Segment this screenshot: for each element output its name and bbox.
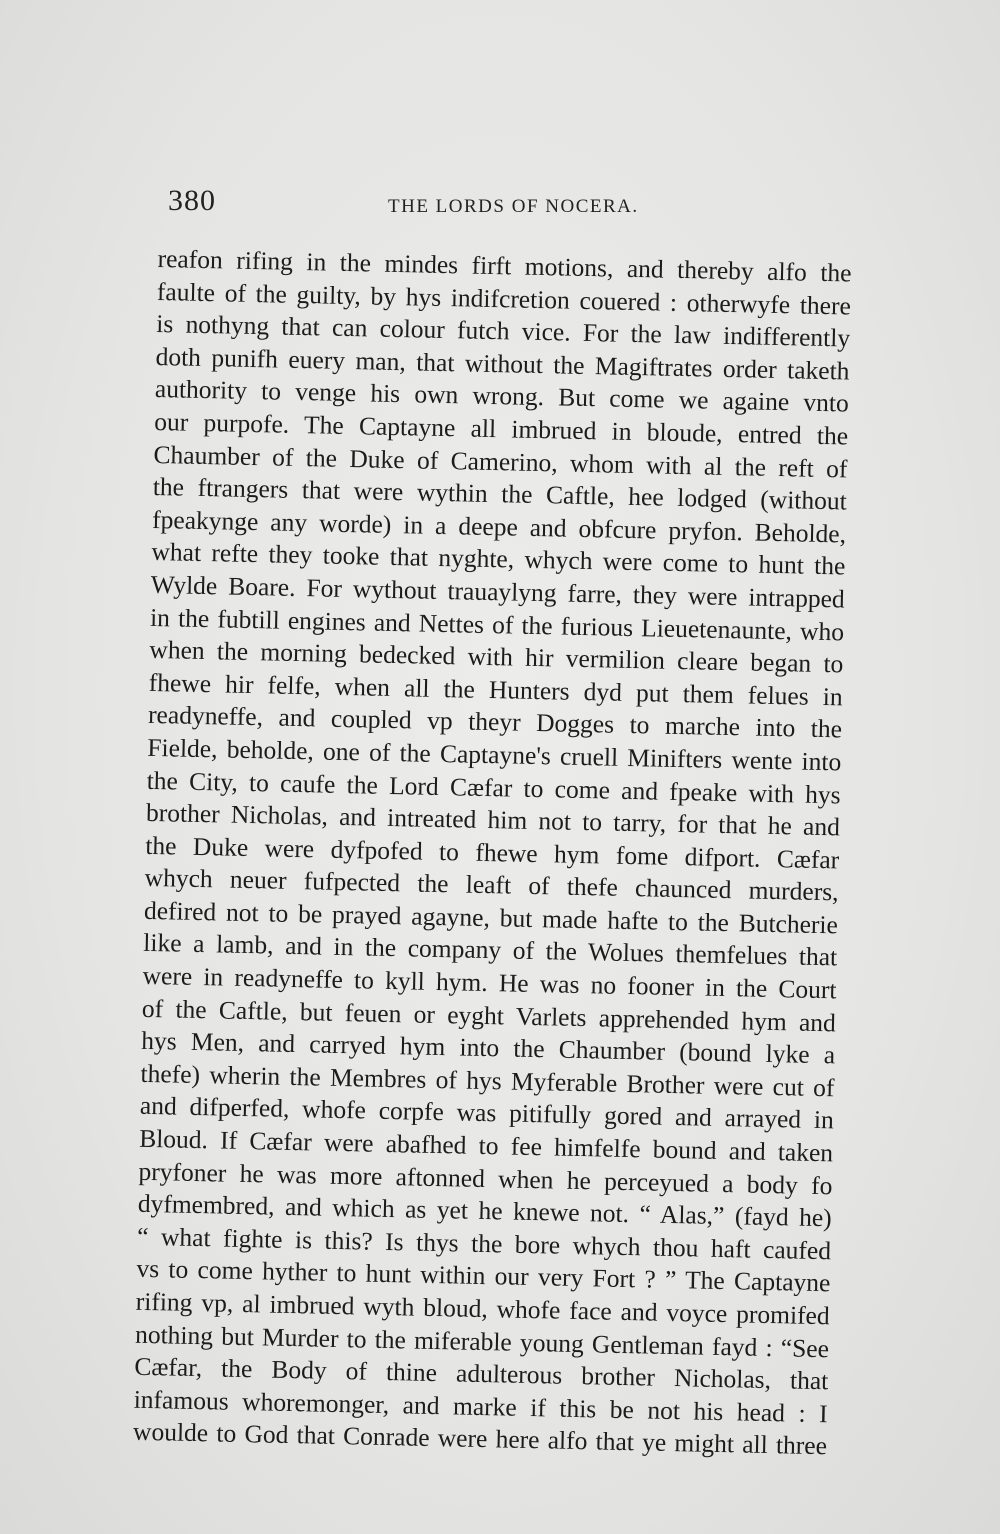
text-line: fpeakynge any worde) in a deepe and obfcure pryfon. Beholde, <box>151 504 847 549</box>
text-line: Chaumber of the Duke of Camerino, whom with al the reft of <box>153 439 848 484</box>
text-line: and difperfed, whofe corpfe was pitifully gored and arrayed in <box>139 1091 835 1135</box>
page-header <box>168 180 848 230</box>
page-number: 380 <box>168 184 216 217</box>
text-line: Cæfar, the Body of thine adulterous brother Nicholas, that <box>134 1351 829 1396</box>
text-line: were in readyneffe to kyll hym. He was no fooner in the Court <box>142 960 837 1005</box>
body-text <box>133 243 852 1463</box>
text-line: Bloud. If Cæfar were abafhed to fee himfelfe bound and taken <box>138 1123 834 1168</box>
text-line: our purpofe. The Captayne all imbrued in bloude, entred the <box>153 406 849 451</box>
running-title: THE LORDS OF NOCERA. <box>388 196 639 217</box>
text-line: rifing vp, al imbrued wyth bloud, whofe face and voyce promifed <box>135 1286 830 1331</box>
text-line: Fielde, beholde, one of the Captayne's cruell Minifters wente into <box>147 732 842 777</box>
text-line: woulde to God that Conrade were here alfo that ye might all three <box>132 1417 828 1461</box>
text-line: like a lamb, and in the company of the Wolues themfelues that <box>143 928 838 972</box>
text-line: doth punifh euery man, that without the Magiftrates order taketh <box>155 341 850 386</box>
text-line: whych neuer fufpected the leaft of thefe chaunced murders, <box>144 863 839 907</box>
text-line: hys Men, and carryed hym into the Chaumber (bound lyke a <box>140 1026 836 1070</box>
text-line: the Duke were dyfpofed to fhewe hym fome difport. Cæfar <box>145 830 840 875</box>
text-line: “ what fighte is this? Is thys the bore whych thou haft caufed <box>136 1221 832 1266</box>
text-line: dyfmembred, and which as yet he knewe not. “ Alas,” (fayd he) <box>137 1189 833 1233</box>
text-line: Wylde Boare. For wythout trauaylyng farre, they were intrapped <box>150 569 846 614</box>
text-line: the ftrangers that were wythin the Caftle, hee lodged (without <box>152 472 848 516</box>
text-line: reafon rifing in the mindes firft motions, and thereby alfo the <box>157 243 852 288</box>
text-line: infamous whoremonger, and marke if this be not his head : I <box>133 1384 828 1429</box>
text-line: nothing but Murder to the miferable young Gentleman fayd : “See <box>134 1319 830 1363</box>
text-line: brother Nicholas, and intreated him not to tarry, for that he and <box>145 797 841 842</box>
text-line: thefe) wherin the Membres of hys Myferable Brother were cut of <box>140 1058 835 1103</box>
text-line: defired not to be prayed agayne, but made hafte to the Butcherie <box>143 895 839 940</box>
text-line: authority to venge his own wrong. But come we againe vnto <box>154 374 850 418</box>
text-line: the City, to caufe the Lord Cæfar to come and fpeake with hys <box>146 765 841 809</box>
text-line: when the morning bedecked with hir vermilion cleare began to <box>149 635 844 679</box>
text-line: of the Caftle, but feuen or eyght Varlets apprehended hym and <box>141 993 837 1038</box>
text-line: is nothyng that can colour futch vice. For the law indifferently <box>156 309 851 353</box>
text-line: what refte they tooke that nyghte, whych were come to hunt the <box>151 537 846 581</box>
text-line: in the fubtill engines and Nettes of the furious Lieuetenaunte, who <box>149 602 845 646</box>
text-line: vs to come hyther to hunt within our very Fort ? ” The Captayne <box>136 1254 831 1298</box>
text-line: faulte of the guilty, by hys indifcretion couered : otherwyfe there <box>156 276 852 321</box>
text-line: fhewe hir felfe, when all the Hunters dyd put them felues in <box>148 667 843 712</box>
text-line: readyneffe, and coupled vp theyr Dogges to marche into the <box>147 700 843 744</box>
text-line: pryfoner he was more aftonned when he perceyued a body fo <box>138 1156 833 1200</box>
